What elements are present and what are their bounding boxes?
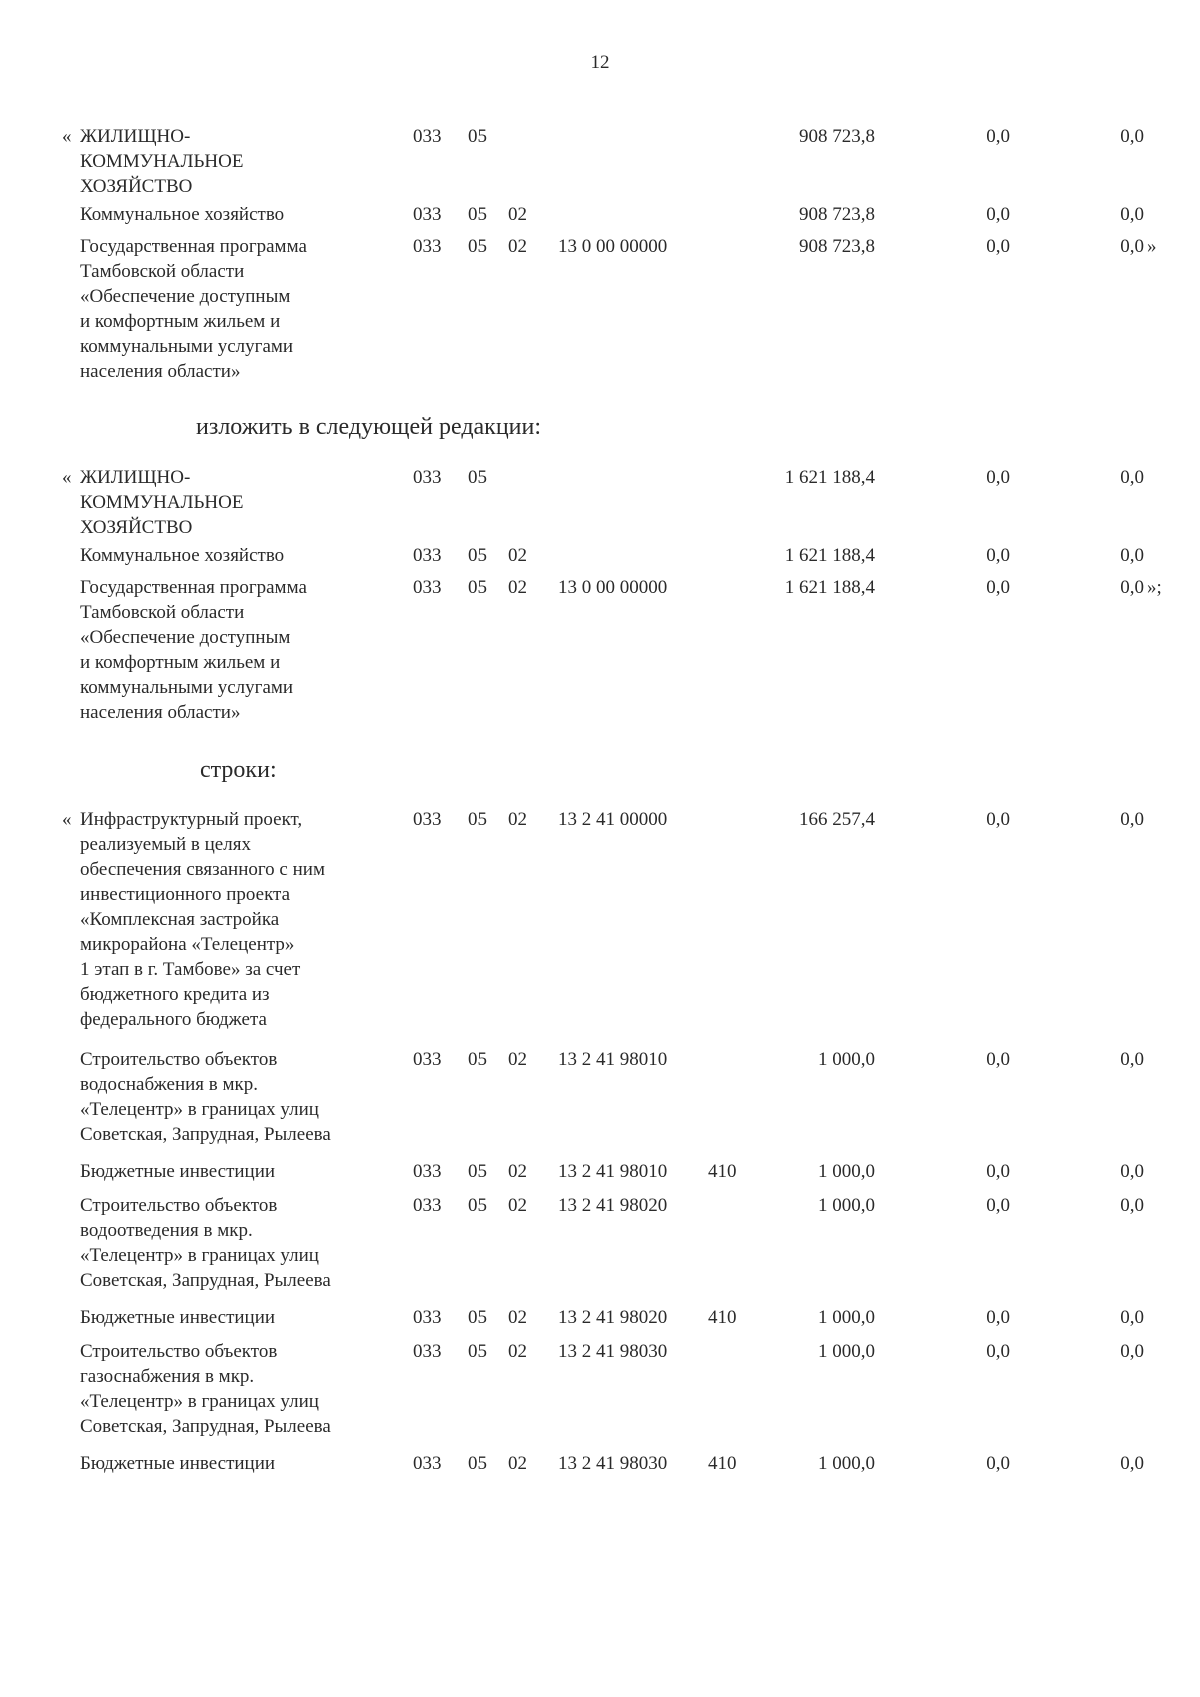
ved-code: 033 bbox=[413, 467, 442, 488]
section-code: 05 bbox=[468, 126, 487, 147]
ved-code: 033 bbox=[413, 1453, 442, 1474]
amount-year3: 0,0 bbox=[1120, 545, 1144, 566]
amount-year3: 0,0 bbox=[1120, 126, 1144, 147]
row-name: Бюджетные инвестиции bbox=[80, 1453, 276, 1474]
quote-mark: « bbox=[62, 809, 72, 830]
amount-year2: 0,0 bbox=[986, 1195, 1010, 1216]
ved-code: 033 bbox=[413, 1049, 442, 1070]
row-name: Государственная программа Тамбовской области «Обеспечение доступным и комфортным жильем и коммунальными услугами населения области» bbox=[80, 236, 307, 382]
quote-mark: « bbox=[62, 467, 72, 488]
expense-type-code: 410 bbox=[708, 1453, 737, 1474]
amount-year3: 0,0 bbox=[1120, 1307, 1144, 1328]
section-code: 05 bbox=[468, 1195, 487, 1216]
amount-year2: 0,0 bbox=[986, 1341, 1010, 1362]
row-name: Строительство объектов газоснабжения в мкр. «Телецентр» в границах улиц Советская, Запрудная, Рылеева bbox=[80, 1341, 331, 1437]
row-name: ЖИЛИЩНО- КОММУНАЛЬНОЕ ХОЗЯЙСТВО bbox=[80, 126, 244, 197]
section-code: 05 bbox=[468, 236, 487, 257]
page-number: 12 bbox=[590, 52, 610, 73]
ved-code: 033 bbox=[413, 1341, 442, 1362]
section-code: 05 bbox=[468, 467, 487, 488]
subsection-code: 02 bbox=[508, 204, 527, 225]
amount-year2: 0,0 bbox=[986, 204, 1010, 225]
target-code: 13 2 41 98030 bbox=[558, 1341, 668, 1362]
row-name: Коммунальное хозяйство bbox=[80, 204, 285, 225]
subsection-code: 02 bbox=[508, 1307, 527, 1328]
expense-type-code: 410 bbox=[708, 1307, 737, 1328]
amount-year2: 0,0 bbox=[986, 1453, 1010, 1474]
heading-rows: строки: bbox=[200, 757, 277, 783]
amount-year2: 0,0 bbox=[986, 467, 1010, 488]
section-code: 05 bbox=[468, 204, 487, 225]
subsection-code: 02 bbox=[508, 545, 527, 566]
amount: 1 000,0 bbox=[818, 1341, 875, 1362]
row-name: ЖИЛИЩНО- КОММУНАЛЬНОЕ ХОЗЯЙСТВО bbox=[80, 467, 244, 538]
subsection-code: 02 bbox=[508, 1341, 527, 1362]
section-code: 05 bbox=[468, 1307, 487, 1328]
subsection-code: 02 bbox=[508, 236, 527, 257]
amount: 1 000,0 bbox=[818, 1307, 875, 1328]
amount-year2: 0,0 bbox=[986, 545, 1010, 566]
amount: 1 000,0 bbox=[818, 1195, 875, 1216]
amount: 166 257,4 bbox=[799, 809, 875, 830]
amount-year3: 0,0 bbox=[1120, 467, 1144, 488]
amount: 1 621 188,4 bbox=[784, 545, 875, 566]
section-code: 05 bbox=[468, 1453, 487, 1474]
ved-code: 033 bbox=[413, 577, 442, 598]
amount-year2: 0,0 bbox=[986, 1049, 1010, 1070]
amount-year3: 0,0 bbox=[1120, 1195, 1144, 1216]
ved-code: 033 bbox=[413, 1161, 442, 1182]
amount-year3: 0,0 bbox=[1120, 1453, 1144, 1474]
amount: 1 000,0 bbox=[818, 1453, 875, 1474]
section-code: 05 bbox=[468, 1341, 487, 1362]
closing-quote: » bbox=[1147, 236, 1157, 257]
subsection-code: 02 bbox=[508, 1161, 527, 1182]
amount-year3: 0,0 bbox=[1120, 1341, 1144, 1362]
amount-year2: 0,0 bbox=[986, 126, 1010, 147]
subsection-code: 02 bbox=[508, 1453, 527, 1474]
amount: 1 000,0 bbox=[818, 1049, 875, 1070]
amount-year2: 0,0 bbox=[986, 809, 1010, 830]
amount-year3: 0,0 bbox=[1120, 809, 1144, 830]
ved-code: 033 bbox=[413, 204, 442, 225]
amount-year3: 0,0 bbox=[1120, 577, 1144, 598]
amount-year3: 0,0 bbox=[1120, 204, 1144, 225]
amount: 908 723,8 bbox=[799, 236, 875, 257]
ved-code: 033 bbox=[413, 126, 442, 147]
expense-type-code: 410 bbox=[708, 1161, 737, 1182]
ved-code: 033 bbox=[413, 809, 442, 830]
target-code: 13 2 41 98020 bbox=[558, 1195, 668, 1216]
amount: 908 723,8 bbox=[799, 204, 875, 225]
heading-new-wording: изложить в следующей редакции: bbox=[196, 414, 542, 440]
quote-mark: « bbox=[62, 126, 72, 147]
row-name: Государственная программа Тамбовской области «Обеспечение доступным и комфортным жильем и коммунальными услугами населения области» bbox=[80, 577, 307, 723]
ved-code: 033 bbox=[413, 1307, 442, 1328]
target-code: 13 0 00 00000 bbox=[558, 236, 668, 257]
amount-year2: 0,0 bbox=[986, 236, 1010, 257]
ved-code: 033 bbox=[413, 545, 442, 566]
target-code: 13 0 00 00000 bbox=[558, 577, 668, 598]
subsection-code: 02 bbox=[508, 1049, 527, 1070]
target-code: 13 2 41 98030 bbox=[558, 1453, 668, 1474]
target-code: 13 2 41 00000 bbox=[558, 809, 668, 830]
subsection-code: 02 bbox=[508, 809, 527, 830]
section-code: 05 bbox=[468, 577, 487, 598]
row-name: Коммунальное хозяйство bbox=[80, 545, 285, 566]
section-code: 05 bbox=[468, 809, 487, 830]
subsection-code: 02 bbox=[508, 577, 527, 598]
subsection-code: 02 bbox=[508, 1195, 527, 1216]
row-name: Строительство объектов водоснабжения в мкр. «Телецентр» в границах улиц Советская, Запрудная, Рылеева bbox=[80, 1049, 331, 1145]
ved-code: 033 bbox=[413, 236, 442, 257]
section-code: 05 bbox=[468, 1161, 487, 1182]
section-code: 05 bbox=[468, 1049, 487, 1070]
row-name: Бюджетные инвестиции bbox=[80, 1161, 276, 1182]
amount-year2: 0,0 bbox=[986, 1307, 1010, 1328]
section-code: 05 bbox=[468, 545, 487, 566]
row-name: Строительство объектов водоотведения в мкр. «Телецентр» в границах улиц Советская, Запрудная, Рылеева bbox=[80, 1195, 331, 1291]
amount-year3: 0,0 bbox=[1120, 236, 1144, 257]
amount: 1 621 188,4 bbox=[784, 577, 875, 598]
amount-year2: 0,0 bbox=[986, 1161, 1010, 1182]
amount: 1 621 188,4 bbox=[784, 467, 875, 488]
target-code: 13 2 41 98010 bbox=[558, 1049, 668, 1070]
row-name: Инфраструктурный проект, реализуемый в целях обеспечения связанного с ним инвестиционного проекта «Комплексная застройка микрорайона «Телецентр» 1 этап в г. Тамбове» за счет бюджетного кредита из федерального бюджета bbox=[80, 809, 325, 1030]
amount: 908 723,8 bbox=[799, 126, 875, 147]
target-code: 13 2 41 98010 bbox=[558, 1161, 668, 1182]
target-code: 13 2 41 98020 bbox=[558, 1307, 668, 1328]
amount-year3: 0,0 bbox=[1120, 1161, 1144, 1182]
row-name: Бюджетные инвестиции bbox=[80, 1307, 276, 1328]
amount: 1 000,0 bbox=[818, 1161, 875, 1182]
amount-year3: 0,0 bbox=[1120, 1049, 1144, 1070]
ved-code: 033 bbox=[413, 1195, 442, 1216]
closing-quote: »; bbox=[1147, 577, 1162, 598]
amount-year2: 0,0 bbox=[986, 577, 1010, 598]
